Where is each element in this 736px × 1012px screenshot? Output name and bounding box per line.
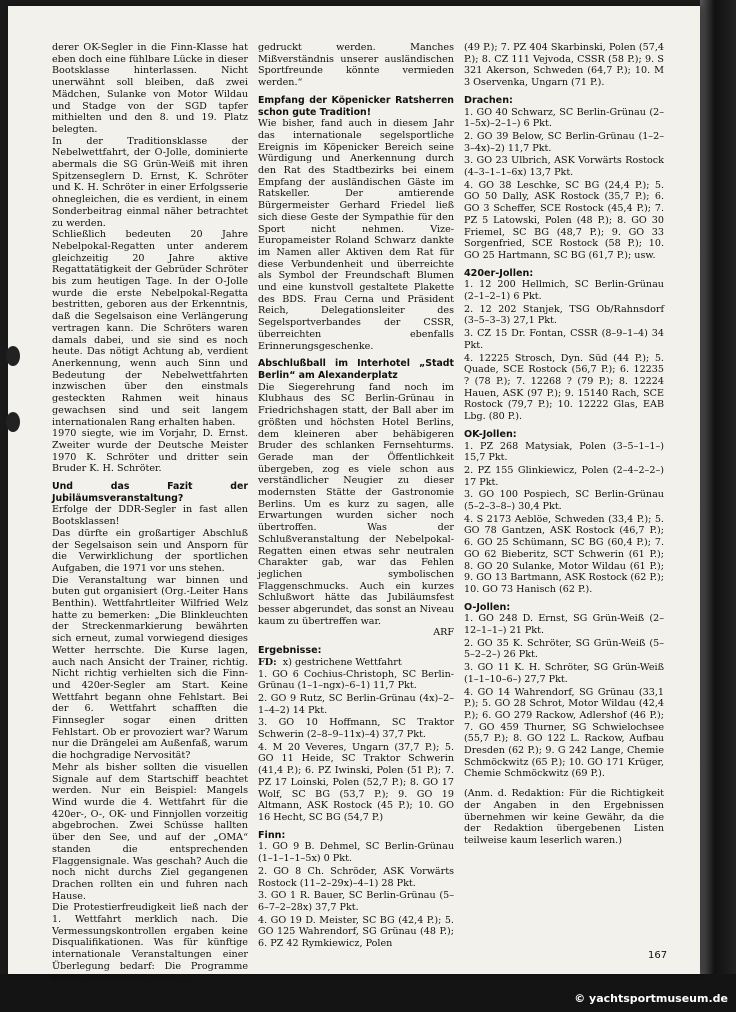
result-entry: 3. CZ 15 Dr. Fontan, CSSR (8–9–1–4) 34 Pkt.	[464, 328, 664, 351]
results-list-fd	[258, 669, 454, 824]
paragraph: (49 P.); 7. PZ 404 Skarbinski, Polen (57,4 P.); 8. CZ 111 Vejvoda, CSSR (58 P.); 9. S 321 Akerson, Schweden (64,7 P.); 10. M 3 Oservenka, Ungarn (71 P.).	[464, 42, 664, 89]
column-middle	[258, 42, 454, 951]
results-list-420	[464, 279, 664, 422]
paragraph: In der Traditionsklasse der Nebelwettfahrt, der O-Jolle, dominierte abermals die SG Grün-Weiß mit ihren Spitzenseglern D. Ernst, K. Schröter und K. H. Schröter in einer Erfolgsserie ohnegleichen, die es verdient, in einem Sonderbeitrag einmal näher betrachtet zu werden.	[52, 135, 248, 229]
result-entry: 1. PZ 268 Matysiak, Polen (3–5–1–1–) 15,7 Pkt.	[464, 440, 664, 464]
class-label: Drachen:	[464, 94, 513, 106]
result-entry: 4. GO 19 D. Meister, SC BG (42,4 P.); 5. GO 125 Wahrendorf, SG Grünau (48 P.); 6. PZ 42 Rymkiewicz, Polen	[258, 914, 454, 950]
results-list-drachen	[464, 107, 664, 262]
paragraph: Das dürfte ein großartiger Abschluß der Segelsaison sein und Ansporn für die Verwirklichung der sportlichen Aufgaben, die 1971 vor uns stehen.	[52, 527, 248, 574]
paragraph: Die Siegerehrung fand noch im Klubhaus des SC Berlin-Grünau in Friedrichshagen statt, der Ball aber im größten und höchsten Hotel Berlins, dem kleineren aber behäbigeren Bruder des schlanken Fernsehturms. Gerade man der Öffentlichkeit übergeben, zog es viele schon aus verständlicher Neugier zu dieser modernsten Stätte der Gastronomie Berlins. Um es kurz zu sagen, alle Erwartungen wurden sicher noch übertroffen. Was der Schlußveranstaltung der Nebelpokal-Regatten einen etwas sehr neutralen Charakter gab, war das Fehlen jeglichen symbolischen Flaggenschmucks. Auch ein kurzes Schlußwort hätte das Jubiläumsfest besser abgerundet, das sonst an Niveau kaum zu übertreffen war.	[258, 381, 454, 627]
result-entry: 1. GO 9 B. Dehmel, SC Berlin-Grünau (1–1–1–1–5x) 0 Pkt.	[258, 841, 454, 865]
section-heading: Und das Fazit der Jubiläumsveranstaltung?	[52, 481, 248, 504]
result-entry: 1. GO 6 Cochius-Christoph, SC Berlin-Grünau (1–1–ngx)–6–1) 11,7 Pkt.	[258, 668, 454, 692]
result-entry: 4. GO 14 Wahrendorf, SG Grünau (33,1 P.); 5. GO 28 Schrot, Motor Wildau (42,4 P.); 6. GO 279 Rackow, Adlershof (46 P.); 7. GO 459 Thurner, SG Schwielochsee (55,7 P.); 8. GO 122 L. Rackow, Aufbau Dresden (62 P.); 9. G 242 Lange, Chemie Schmöckwitz (65 P.); 10. GO 171 Krüger, Chemie Schmöckwitz (69 P.).	[464, 686, 664, 780]
results-list-ok	[464, 441, 664, 596]
class-label: OK-Jollen:	[464, 428, 517, 440]
results-heading: Ergebnisse:	[258, 645, 322, 657]
result-entry: 2. GO 35 K. Schröter, SG Grün-Weiß (5–5–2–2–) 26 Pkt.	[464, 637, 664, 661]
result-entry: 2. GO 39 Below, SC Berlin-Grünau (1–2–3–4x)–2) 11,7 Pkt.	[464, 130, 664, 154]
result-entry: 3. GO 10 Hoffmann, SC Traktor Schwerin (2–8–9–11x)–4) 37,7 Pkt.	[258, 717, 454, 741]
result-entry: 3. GO 23 Ulbrich, ASK Vorwärts Rostock (4–3–1–1–6x) 13,7 Pkt.	[464, 155, 664, 179]
author-signature: ARF	[433, 627, 454, 639]
results-list-finn	[258, 841, 454, 949]
binding-hole	[6, 412, 20, 432]
result-entry: 1. GO 248 D. Ernst, SG Grün-Weiß (2–12–1–1–) 21 Pkt.	[464, 613, 664, 637]
result-entry: 4. 12225 Strosch, Dyn. Süd (44 P.); 5. Quade, SCE Rostock (56,7 P.); 6. 12235 ? (78 P.); 7. 12268 ? (79 P.); 8. 12224 Hauen, ASK (97 P.); 9. 15140 Rach, SCE Rostock (79,7 P.); 10. 12222 Glas, EAB Lbg. (80 P.).	[464, 352, 664, 423]
result-entry: 2. GO 9 Rutz, SC Berlin-Grünau (4x)–2–1–4–2) 14 Pkt.	[258, 692, 454, 716]
result-entry: 3. GO 1 R. Bauer, SC Berlin-Grünau (5–6–7–2–28x) 37,7 Pkt.	[258, 890, 454, 913]
paragraph: Wie bisher, fand auch in diesem Jahr das internationale segelsportliche Ereignis im Köpenicker Bereich seine Würdigung und Anerkennung durch den Rat des Stadtbezirks bei einem Empfang der ausländischen Gäste im Ratskeller. Der amtierende Bürgermeister Gerhard Friedel ließ sich diese Geste der Sympathie für den Sport nicht nehmen. Vize-Europameister Roland Schwarz dankte im Namen aller Aktiven dem Rat für diese Verbundenheit und überreichte als Symbol der Freundschaft Blumen und eine kunstvoll gestaltete Plakette des BDS. Frau Cerna und Präsident Reich, Delegationsleiter des Segelsportverbandes der CSSR, überreichten ebenfalls Erinnerungsgeschenke.	[258, 118, 454, 352]
paragraph: gedruckt werden. Manches Mißverständnis unserer ausländischen Sportfreunde könnte vermieden werden.“	[258, 42, 454, 89]
section-heading: Abschlußball im Interhotel „Stadt Berlin“ am Alexanderplatz	[258, 358, 454, 381]
page-number: 167	[648, 950, 668, 961]
watermark: © yachtsportmuseum.de	[574, 992, 728, 1005]
result-entry: 4. GO 38 Leschke, SC BG (24,4 P.); 5. GO 50 Dally, ASK Rostock (35,7 P.); 6. GO 3 Scheffer, SCE Rostock (45,4 P.); 7. PZ 5 Latowski, Polen (48 P.); 8. GO 30 Friemel, SC BG (48,7 P.); 9. GO 33 Sorgenfried, SCE Rostock (58 P.); 10. GO 25 Hartmann, SC BG (61,7 P.); usw.	[464, 179, 664, 261]
paragraph: Mehr als bisher sollten die visuellen Signale auf dem Startschiff beachtet werden. Nur ein Beispiel: Mangels Wind wurde die 4. Wettfahrt für die 420er-, O-, OK- und Finnjollen vorzeitig abgebrochen. Zwei Schüsse hallten über den See, und auf der „OMA“ standen die entsprechenden Flaggensignale. Was geschah? Auch die noch nicht durchs Ziel gegangenen Drachen rollten ein und fuhren nach Hause.	[52, 761, 248, 902]
magazine-page	[8, 6, 700, 984]
result-entry: 3. GO 11 K. H. Schröter, SG Grün-Weiß (1–1–10–6–) 27,7 Pkt.	[464, 662, 664, 685]
binding-hole	[6, 346, 20, 366]
paragraph: Die Protestierfreudigkeit ließ nach der 1. Wettfahrt merklich nach. Die Vermessungskontrollen ergaben keine Disqualifikationen. Was für künftige internationale Veranstaltungen einer Überlegung bedarf: Die Programme sollten auch fremdsprachig	[52, 902, 248, 984]
results-note: x) gestrichene Wettfahrt	[282, 656, 402, 668]
result-entry: 4. M 20 Veveres, Ungarn (37,7 P.); 5. GO 11 Heide, SC Traktor Schwerin (41,4 P.); 6. PZ Iwinski, Polen (51 P.); 7. PZ 17 Loinski, Polen (52,7 P.); 8. GO 17 Wolf, SC BG (53,7 P.); 9. GO 19 Altmann, ASK Rostock (45 P.); 10. GO 16 Hecht, SC BG (54,7 P.)	[258, 741, 454, 823]
result-entry: 2. 12 202 Stanjek, TSG Ob/Rahnsdorf (3–5–3–3) 27,1 Pkt.	[464, 303, 664, 327]
paragraph: 1970 siegte, wie im Vorjahr, D. Ernst. Zweiter wurde der Deutsche Meister 1970 K. Schröter und dritter sein Bruder K. H. Schröter.	[52, 428, 248, 475]
result-entry: 1. GO 40 Schwarz, SC Berlin-Grünau (2–1–5x)–2–1–) 6 Pkt.	[464, 106, 664, 130]
section-heading: Empfang der Köpenicker Ratsherren schon gute Tradition!	[258, 94, 454, 118]
result-entry: 3. GO 100 Pospiech, SC Berlin-Grünau (5–2–3–8–) 30,4 Pkt.	[464, 489, 664, 513]
paragraph: Schließlich bedeuten 20 Jahre Nebelpokal-Regatten unter anderem gleichzeitig 20 Jahre aktive Regattatätigkeit der Gebrüder Schröter bis zum heutigen Tage. In der O-Jolle wurde die erste Nebelpokal-Regatta bestritten, geboren aus der Erkenntnis, daß die Segelsaison eine Verlängerung vertragen kann. Die Schröters waren damals dabei, und sie sind es noch heute. Das nötigt Achtung ab, verdient Anerkennung, wenn auch Sinn und Bedeutung der Nebelwettfahrten inzwischen über den einstmals gesteckten Rahmen weit hinaus gewachsen sind und seit langem internationalen Rang erhalten haben.	[52, 229, 248, 428]
paragraph: Erfolge der DDR-Segler in fast allen Bootsklassen!	[52, 504, 248, 528]
class-label: 420er-Jollen:	[464, 267, 534, 279]
result-entry: 2. PZ 155 Glinkiewicz, Polen (2–4–2–2–) 17 Pkt.	[464, 464, 664, 488]
paragraph: derer OK-Segler in die Finn-Klasse hat eben doch eine fühlbare Lücke in dieser Bootsklasse hinterlassen. Nicht unerwähnt soll bleiben, daß zwei Mädchen, Sulanke von Motor Wildau und Stadge von der SGD tapfer mithielten und den 8. und 19. Platz belegten.	[52, 42, 248, 135]
book-spine	[700, 0, 736, 1012]
column-right	[464, 42, 664, 847]
result-entry: 4. S 2173 Aeblöe, Schweden (33,4 P.); 5. GO 78 Gantzen, ASK Rostock (46,7 P.); 6. GO 25 Schümann, SC BG (60,4 P.); 7. GO 62 Bieberitz, SCT Schwerin (61 P.); 8. GO 20 Sulanke, Motor Wildau (61 P.); 9. GO 13 Bartmann, ASK Rostock (62 P.); 10. GO 73 Hanisch (62 P.).	[464, 513, 664, 595]
paragraph: Die Veranstaltung war binnen und buten gut organisiert (Org.-Leiter Hans Benthin). Wettfahrtleiter Wilfried Welz hatte zu bemerken: „Die Blinkleuchten der Streckenmarkierung bewährten sich erneut, zumal vorwiegend diesiges Wetter herrschte. Die Kurse lagen, auch nach Ansicht der Trainer, richtig. Nicht richtig verhielten sich die Finn- und 420er-Segler am Start. Keine Wettfahrt begann ohne Fehlstart. Bei der 6. Wettfahrt schafften die Finnsegler sogar einen dritten Fehlstart. Ob er provoziert war? Warum nur die Drängelei am Außenfaß, warum die hochgradige Nervosität?	[52, 574, 248, 762]
column-left	[52, 42, 248, 984]
result-entry: 1. 12 200 Hellmich, SC Berlin-Grünau (2–1–2–1) 6 Pkt.	[464, 279, 664, 303]
results-list-o	[464, 613, 664, 780]
class-label: Finn:	[258, 829, 286, 841]
editor-note: (Anm. d. Redaktion: Für die Richtigkeit der Angaben in den Ergebnissen übernehmen wir keine Gewähr, da die der Redaktion übergebenen Listen teilweise kaum leserlich waren.)	[464, 788, 664, 846]
result-entry: 2. GO 8 Ch. Schröder, ASK Vorwärts Rostock (11–2–29x)–4–1) 28 Pkt.	[258, 865, 454, 889]
class-label: O-Jollen:	[464, 601, 511, 613]
class-label: FD:	[258, 656, 277, 668]
